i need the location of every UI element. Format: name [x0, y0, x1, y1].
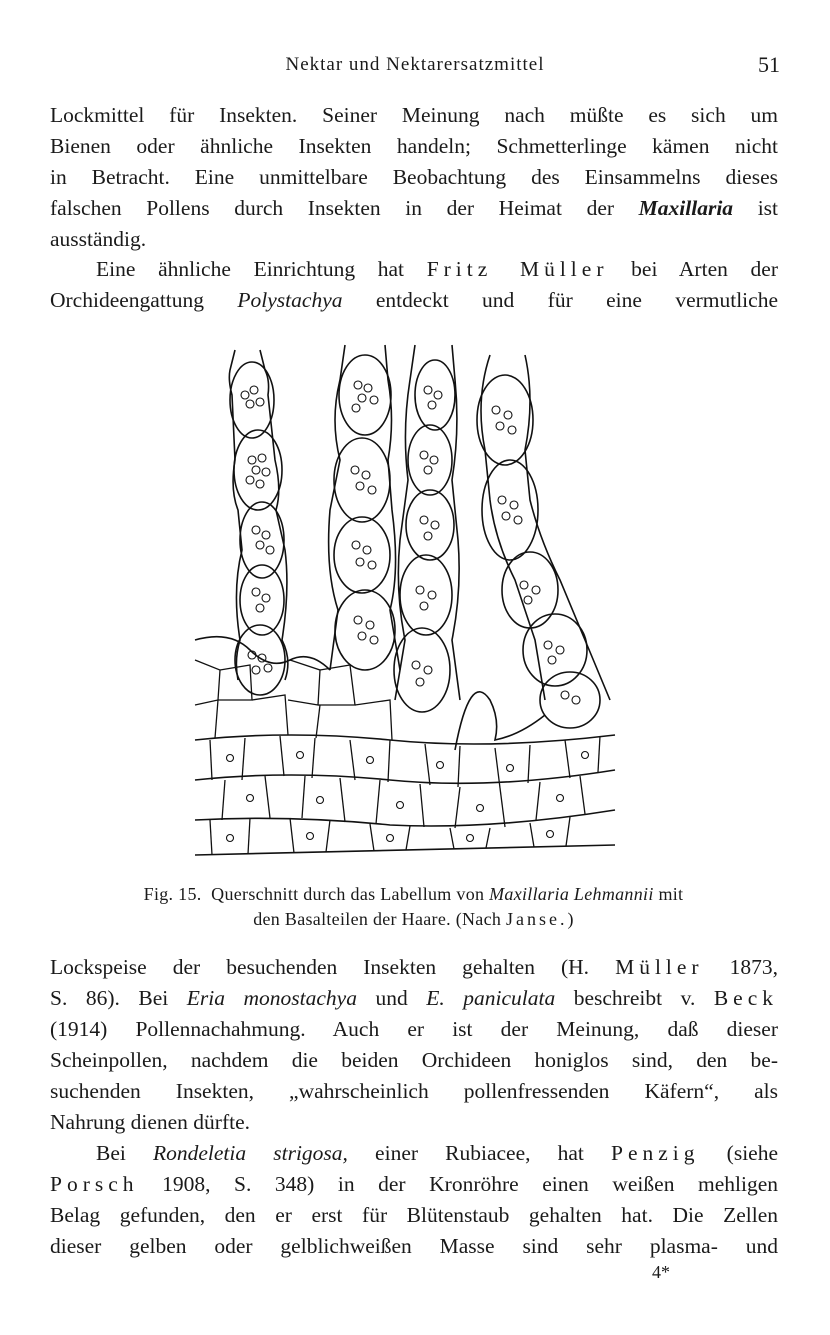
- person-name: Müller: [615, 955, 704, 979]
- text-line: [50, 285, 778, 316]
- person-name: Porsch: [50, 1172, 139, 1196]
- text-segment: (siehe: [726, 1141, 779, 1165]
- text-line: dieser gelben oder gelblichweißen Masse sind sehr plasma- und: [50, 1234, 778, 1258]
- text-segment: entdeckt und für eine vermutliche: [375, 288, 778, 312]
- text-line: [50, 1169, 778, 1200]
- paragraph-3: [50, 952, 778, 1138]
- caption-segment: ): [567, 909, 574, 929]
- labellum-cross-section-drawing: [190, 340, 620, 860]
- author-name: Janse.: [506, 909, 568, 929]
- person-name: Fritz Müller: [426, 257, 609, 281]
- sheet-signature: 4*: [652, 1262, 670, 1282]
- caption-line: [46, 907, 781, 932]
- text-line: Nahrung dienen dürfte.: [50, 1110, 250, 1134]
- caption-segment: mit: [658, 884, 684, 904]
- species-name: E. paniculata: [426, 986, 556, 1010]
- text-line: suchenden Insekten, „wahrscheinlich pollenfressenden Käfern“, als: [50, 1079, 778, 1103]
- text-segment: S. 86). Bei: [50, 986, 169, 1010]
- figure-illustration: [190, 340, 620, 860]
- text-segment: Eine ähnliche Einrichtung hat: [96, 257, 405, 281]
- text-segment: und: [375, 986, 408, 1010]
- running-title: Nektar und Nektarersatzmittel: [285, 54, 545, 75]
- text-segment: 1908, S. 348) in der Kronröhre einen weißen mehligen: [162, 1172, 779, 1196]
- text-line: [50, 983, 778, 1014]
- text-line: [50, 1138, 778, 1169]
- text-line: (1914) Pollennachahmung. Auch er ist der Meinung, daß dieser: [50, 1017, 778, 1041]
- text-line: in Betracht. Eine unmittelbare Beobachtung des Einsammelns dieses: [50, 165, 778, 189]
- figure-caption: [46, 882, 781, 932]
- text-segment: einer Rubiacee, hat: [375, 1141, 584, 1165]
- text-segment: bei Arten der: [631, 257, 778, 281]
- text-segment: Bei: [96, 1141, 126, 1165]
- paragraph-2: [50, 254, 778, 316]
- text-line: Scheinpollen, nachdem die beiden Orchideen honiglos sind, den be-: [50, 1048, 778, 1072]
- page-header: [50, 52, 780, 82]
- paragraph-1: [50, 100, 778, 255]
- person-name: Beck: [713, 986, 779, 1010]
- caption-segment: den Basalteilen der Haare. (Nach: [253, 909, 502, 929]
- text-segment: 1873,: [729, 955, 779, 979]
- text-line: [50, 254, 778, 285]
- text-line: Bienen oder ähnliche Insekten handeln; Schmetterlinge kämen nicht: [50, 134, 778, 158]
- text-line: [50, 952, 778, 983]
- text-line: Lockmittel für Insekten. Seiner Meinung nach müßte es sich um: [50, 103, 778, 127]
- text-line: ausständig.: [50, 227, 147, 251]
- text-segment: Lockspeise der besuchenden Insekten gehalten (H.: [50, 955, 590, 979]
- text-segment: beschreibt v.: [573, 986, 696, 1010]
- text-segment: Orchideengattung: [50, 288, 205, 312]
- genus-name: Polystachya: [237, 288, 343, 312]
- caption-segment: Querschnitt durch das Labellum von: [211, 884, 485, 904]
- species-name: Maxillaria Lehmannii: [489, 884, 654, 904]
- paragraph-4: [50, 1138, 778, 1262]
- caption-line: [46, 882, 781, 907]
- species-name: Rondeletia strigosa,: [152, 1141, 348, 1165]
- text-line: [50, 193, 778, 224]
- page-number: 51: [758, 52, 780, 77]
- text-segment: falschen Pollens durch Insekten in der Heimat der: [50, 196, 615, 220]
- person-name: Penzig: [611, 1141, 700, 1165]
- text-segment: ist: [757, 196, 779, 220]
- text-line: Belag gefunden, den er erst für Blütenstaub gehalten hat. Die Zellen: [50, 1203, 778, 1227]
- species-name: Eria monostachya: [186, 986, 357, 1010]
- genus-name: Maxillaria: [638, 196, 734, 220]
- figure-label: Fig. 15.: [143, 884, 202, 904]
